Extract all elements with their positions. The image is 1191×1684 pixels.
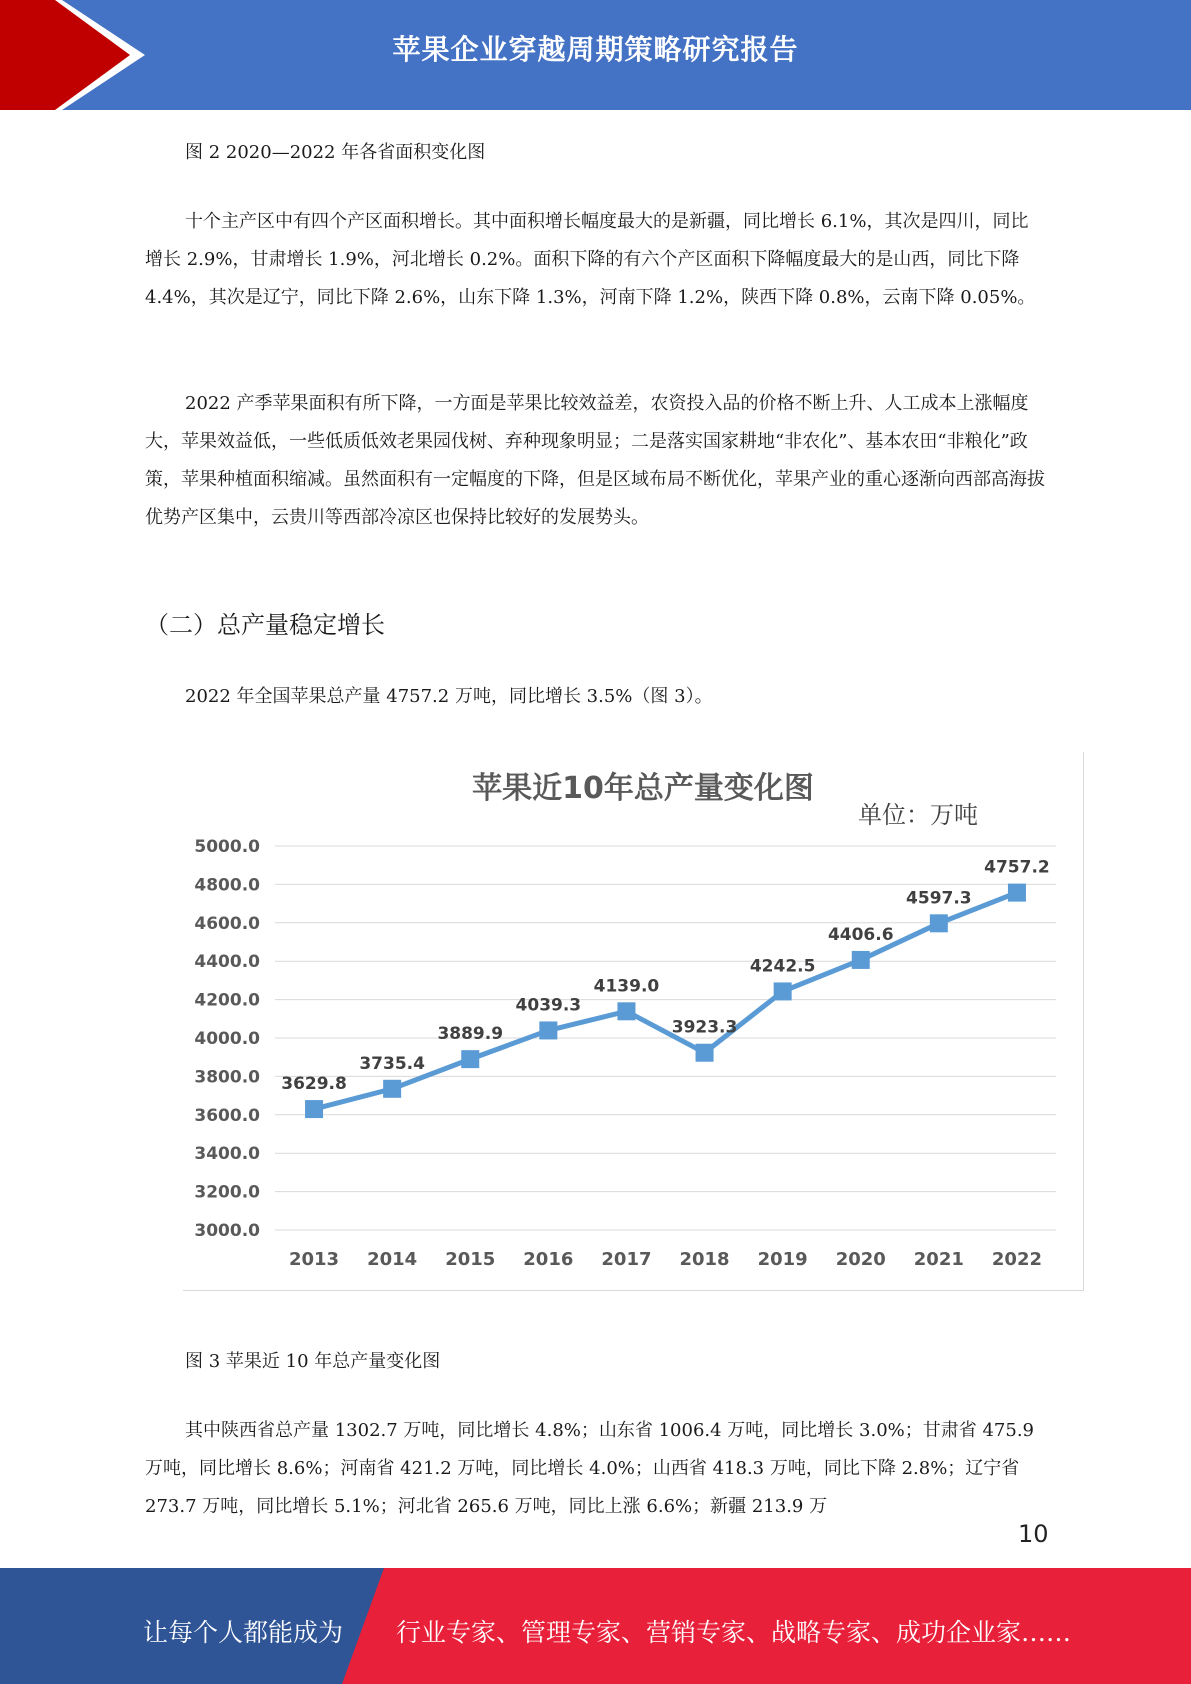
page-footer (0, 1568, 1191, 1684)
y-tick-label: 5000.0 (194, 837, 260, 857)
data-label: 4242.5 (749, 956, 816, 977)
data-point-marker (617, 1002, 635, 1020)
x-tick-label: 2021 (913, 1249, 964, 1270)
data-point-marker (461, 1050, 479, 1068)
y-tick-label: 4400.0 (194, 952, 260, 973)
data-label: 3923.3 (671, 1017, 738, 1038)
y-tick-label: 4600.0 (194, 913, 260, 934)
data-label: 3735.4 (359, 1053, 425, 1074)
y-tick-label: 4800.0 (194, 875, 260, 896)
x-tick-label: 2018 (679, 1249, 730, 1270)
figure-3-caption: 图 3 苹果近 10 年总产量变化图 (185, 1351, 441, 1372)
y-tick-label: 4000.0 (194, 1029, 260, 1049)
data-point-marker (383, 1080, 401, 1098)
data-point-marker (305, 1100, 323, 1118)
page-number: 10 (1018, 1520, 1049, 1548)
data-label: 4757.2 (984, 857, 1050, 878)
data-label: 3889.9 (437, 1024, 504, 1045)
x-tick-label: 2015 (445, 1249, 496, 1270)
data-label: 4139.0 (593, 976, 660, 997)
y-tick-label: 3200.0 (194, 1182, 260, 1203)
data-label: 4406.6 (827, 924, 894, 945)
chart-title: 苹果近10年总产量变化图 (472, 771, 814, 806)
x-tick-label: 2020 (835, 1249, 886, 1270)
paragraph-province-output: 其中陕西省总产量 1302.7 万吨，同比增长 4.8%；山东省 1006.4 万吨，同比增长 3.0%；甘肃省 475.9 万吨，同比增长 8.6%；河南省 421.2 万吨，同比增长 4.0%；山西省 418.3 万吨，同比下降 2.8%；辽宁省 273.7 万吨，同比增长 5.1%；河北省 265.6 万吨，同比上涨 6.6%；新疆 213.9 万 (145, 1420, 1035, 1517)
y-tick-label: 3600.0 (194, 1105, 260, 1126)
footer-slogan-right: 行业专家、管理专家、营销专家、战略专家、成功企业家…… (396, 1618, 1072, 1647)
data-label: 4039.3 (515, 995, 582, 1016)
data-label: 4597.3 (906, 888, 972, 909)
paragraph-total-output: 2022 年全国苹果总产量 4757.2 万吨，同比增长 3.5%（图 3）。 (185, 686, 713, 707)
figure-2-caption: 图 2 2020—2022 年各省面积变化图 (185, 142, 486, 163)
x-tick-label: 2019 (757, 1249, 808, 1270)
data-point-marker (930, 914, 948, 932)
x-tick-label: 2014 (367, 1249, 418, 1270)
report-title: 苹果企业穿越周期策略研究报告 (392, 33, 799, 66)
x-tick-label: 2016 (523, 1249, 574, 1270)
data-label: 3629.8 (281, 1074, 347, 1095)
paragraph-area-decline-reasons: 2022 产季苹果面积有所下降，一方面是苹果比较效益差，农资投入品的价格不断上升、人工成本上涨幅度大，苹果效益低，一些低质低效老果园伐树、弃种现象明显；二是落实国家耕地“非农化”、基本农田“非粮化”政策，苹果种植面积缩减。虽然面积有一定幅度的下降，但是区域布局不断优化，苹果产业的重心逐渐向西部高海拔优势产区集中，云贵川等西部冷凉区也保持比较好的发展势头。 (145, 393, 1045, 528)
paragraph-area-change: 十个主产区中有四个产区面积增长。其中面积增长幅度最大的是新疆，同比增长 6.1%，其次是四川，同比增长 2.9%，甘肃增长 1.9%，河北增长 0.2%。面积下降的有六个产区面积下降幅度最大的是山西，同比下降 4.4%，其次是辽宁，同比下降 2.6%，山东下降 1.3%，河南下降 1.2%，陕西下降 0.8%，云南下降 0.05%。 (145, 211, 1036, 308)
x-tick-label: 2013 (288, 1249, 340, 1270)
data-point-marker (1008, 884, 1026, 902)
y-tick-label: 3400.0 (194, 1144, 260, 1165)
y-tick-label: 3000.0 (194, 1221, 260, 1241)
y-tick-label: 4200.0 (194, 990, 260, 1011)
x-tick-label: 2022 (991, 1249, 1043, 1270)
data-point-marker (774, 982, 792, 1000)
chart-unit-label: 单位：万吨 (858, 801, 978, 829)
y-tick-label: 3800.0 (194, 1067, 260, 1088)
data-point-marker (852, 951, 870, 969)
data-point-marker (539, 1021, 557, 1039)
page-header (0, 0, 1191, 110)
data-point-marker (696, 1044, 714, 1062)
section-heading: （二）总产量稳定增长 (145, 611, 385, 639)
output-line-chart (183, 752, 1083, 1290)
output-chart (183, 752, 1084, 1291)
x-tick-label: 2017 (601, 1249, 652, 1270)
footer-slogan-left: 让每个人都能成为 (143, 1618, 344, 1647)
